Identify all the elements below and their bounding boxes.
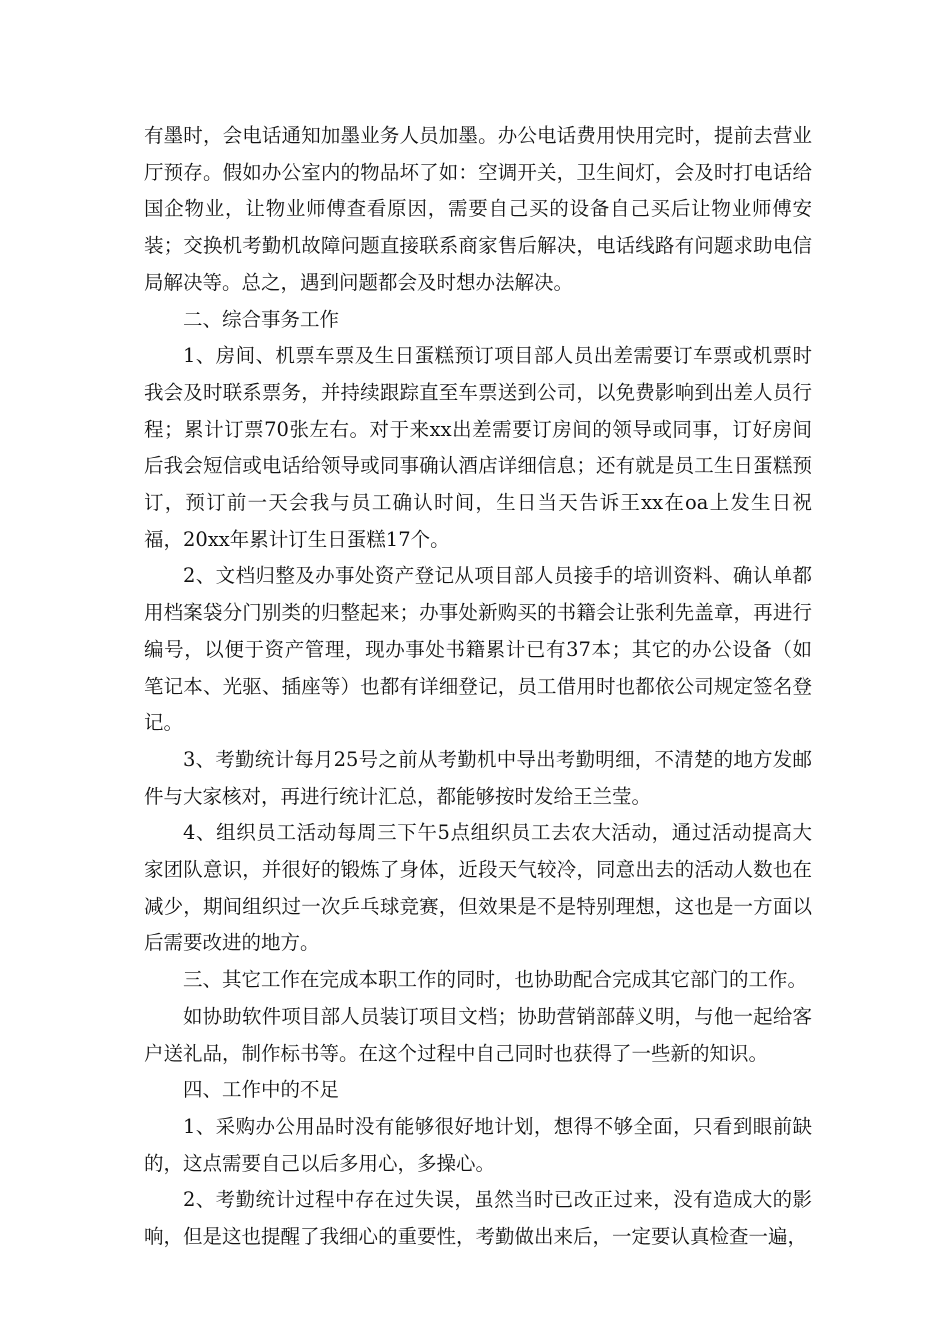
paragraph-assist-departments: 如协助软件项目部人员装订项目文档；协助营销部薛义明，与他一起给客户送礼品，制作标书等。在这个过程中自己同时也获得了一些新的知识。 — [144, 1004, 812, 1065]
section-heading-other-work: 三、其它工作在完成本职工作的同时，也协助配合完成其它部门的工作。 — [183, 968, 808, 992]
paragraph-1: 有墨时，会电话通知加墨业务人员加墨。办公电话费用快用完时，提前去营业厅预存。假如办公室内的物品坏了如：空调开关，卫生间灯，会及时打电话给国企物业，让物业师傅查看原因，需要自己买的设备自己买后让物业师傅安装；交换机考勤机故障问题直接联系商家售后解决，电话线路有问题求助电信局解决等。总之，遇到问题都会及时想办法解决。 — [144, 124, 812, 294]
paragraph-staff-activities: 4、组织员工活动每周三下午5点组织员工去农大活动，通过活动提高大家团队意识，并很好的锻炼了身体，近段天气较冷，同意出去的活动人数也在减少，期间组织过一次乒乓球竞赛，但效果是不是特别理想，这也是一方面以后需要改进的地方。 — [144, 821, 812, 955]
paragraph-attendance: 3、考勤统计每月25号之前从考勤机中导出考勤明细，不清楚的地方发邮件与大家核对，再进行统计汇总，都能够按时发给王兰莹。 — [144, 747, 812, 808]
paragraph-shortcoming-2: 2、考勤统计过程中存在过失误，虽然当时已改正过来，没有造成大的影响，但是这也提醒了我细心的重要性，考勤做出来后，一定要认真检查一遍， — [144, 1188, 812, 1249]
paragraph-document-filing: 2、文档归整及办事处资产登记从项目部人员接手的培训资料、确认单都用档案袋分门别类的归整起来；办事处新购买的书籍会让张利先盖章，再进行编号，以便于资产管理，现办事处书籍累计已有37本；其它的办公设备（如笔记本、光驱、插座等）也都有详细登记，员工借用时也都依公司规定签名登记。 — [144, 564, 812, 735]
paragraph-booking: 1、房间、机票车票及生日蛋糕预订项目部人员出差需要订车票或机票时我会及时联系票务，并持续跟踪直至车票送到公司，以免费影响到出差人员行程；累计订票70张左右。对于来xx出差需要订房间的领导或同事，订好房间后我会短信或电话给领导或同事确认酒店详细信息；还有就是员工生日蛋糕预订，预订前一天会我与员工确认时间，生日当天告诉王xx在oa上发生日祝福，20xx年累计订生日蛋糕17个。 — [144, 344, 812, 551]
section-heading-shortcomings: 四、工作中的不足 — [183, 1078, 340, 1102]
paragraph-shortcoming-1: 1、采购办公用品时没有能够很好地计划，想得不够全面，只看到眼前缺的，这点需要自己以后多用心，多操心。 — [144, 1114, 812, 1175]
section-heading-general-affairs: 二、综合事务工作 — [183, 307, 340, 331]
document-body — [144, 118, 812, 1256]
